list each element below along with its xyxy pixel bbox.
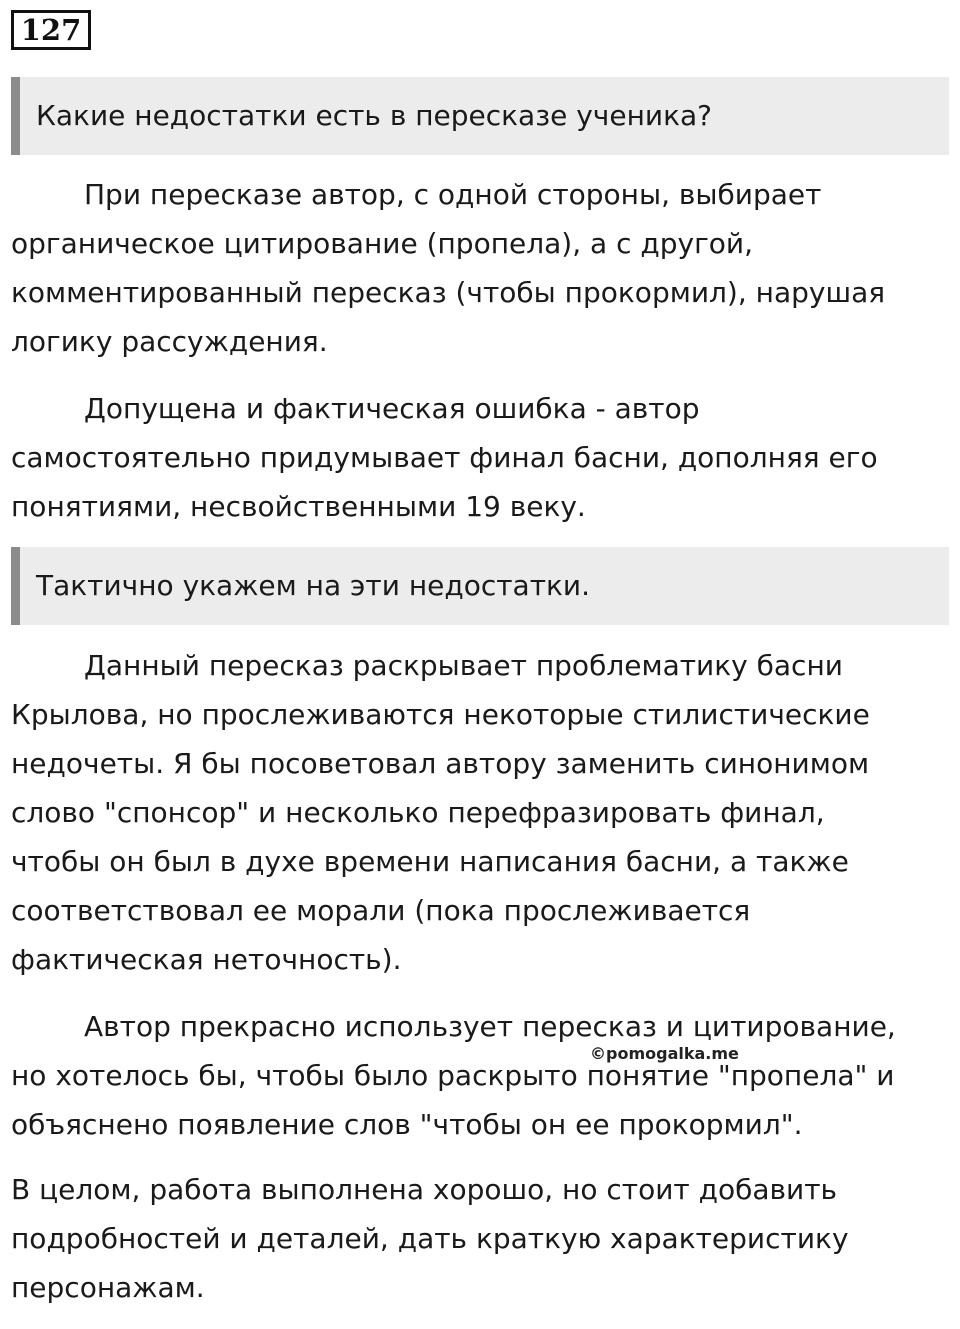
text-line: объяснено появление слов "чтобы он ее прокормил". [11,1108,803,1141]
text-line: Крылова, но прослеживаются некоторые стилистические [11,698,870,731]
text-line: комментированный пересказ (чтобы прокормил), нарушая [11,276,886,309]
text-line: слово "спонсор" и несколько перефразировать финал, [11,796,825,829]
text-line: подробностей и деталей, дать краткую характеристику [11,1222,849,1255]
answer-paragraph-2 [11,384,946,531]
text-line: но хотелось бы, чтобы было раскрыто понятие "пропела" и [11,1059,895,1092]
answer-paragraph-3 [11,641,946,984]
text-line: Допущена и фактическая ошибка - автор [84,392,700,425]
text-line: органическое цитирование (пропела), а с другой, [11,227,754,260]
task-number-box: 127 [11,10,91,50]
text-line: понятиями, несвойственными 19 веку. [11,490,586,523]
text-line: фактическая неточность). [11,943,402,976]
text-line: логику рассуждения. [11,325,328,358]
text-line: соответствовал ее морали (пока прослеживается [11,894,751,927]
text-line: Данный пересказ раскрывает проблематику басни [84,649,843,682]
text-line: недочеты. Я бы посоветовал автору заменить синонимом [11,747,870,780]
text-line: чтобы он был в духе времени написания басни, а также [11,845,849,878]
answer-paragraph-5 [11,1165,946,1312]
answer-paragraph-4 [11,1002,946,1149]
answer-paragraph-1 [11,170,946,366]
text-line: Автор прекрасно использует пересказ и цитирование, [84,1010,896,1043]
text-line: В целом, работа выполнена хорошо, но стоит добавить [11,1173,838,1206]
text-line: самостоятельно придумывает финал басни, дополняя его [11,441,878,474]
text-line: персонажам. [11,1271,205,1304]
text-line: При пересказе автор, с одной стороны, выбирает [84,178,822,211]
question-banner-1: Какие недостатки есть в пересказе ученика? [11,77,949,155]
watermark: ©pomogalka.me [590,1044,739,1063]
question-banner-2: Тактично укажем на эти недостатки. [11,547,949,625]
